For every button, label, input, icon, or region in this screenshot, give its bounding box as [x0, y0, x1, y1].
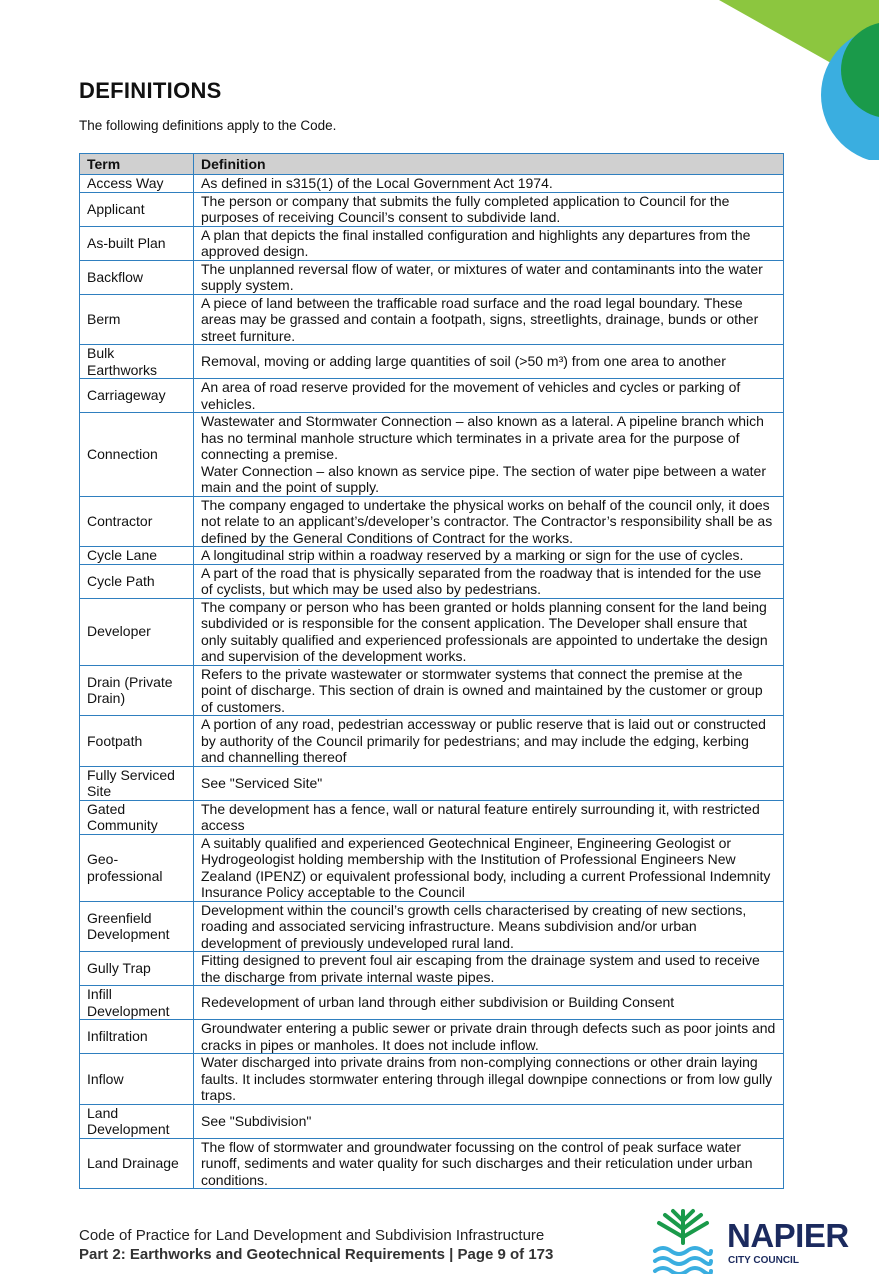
table-row	[80, 766, 784, 800]
table-row	[80, 598, 784, 665]
definition-paragraph: Water Connection – also known as service pipe. The section of water pipe between a water main and the point of supply.	[201, 462, 766, 495]
definition-cell: Development within the council’s growth cells characterised by creating of new sections, roading and associated servicing infrastructure. Means subdivision and/or urban development of previously undeveloped rural land.	[194, 901, 784, 952]
definition-cell: Groundwater entering a public sewer or private drain through defects such as poor joints and cracks in pipes or manholes. It does not include inflow.	[194, 1020, 784, 1054]
table-row	[80, 379, 784, 413]
definition-cell: A suitably qualified and experienced Geotechnical Engineer, Engineering Geologist or Hydrogeologist holding membership with the Institution of Professional Engineers New Zealand (IPENZ) or equivalent professional body, including a current Professional Indemnity Insurance Policy acceptable to the Council	[194, 834, 784, 901]
term-cell: Applicant	[80, 192, 194, 226]
definition-cell: A longitudinal strip within a roadway reserved by a marking or sign for the use of cycles.	[194, 547, 784, 565]
definition-cell	[194, 413, 784, 497]
term-cell: Inflow	[80, 1054, 194, 1105]
table-row	[80, 547, 784, 565]
table-row	[80, 175, 784, 193]
table-row	[80, 986, 784, 1020]
intro-text: The following definitions apply to the Code.	[79, 118, 337, 133]
table-row	[80, 952, 784, 986]
napier-city-council-logo	[651, 1207, 851, 1274]
definition-cell: The unplanned reversal flow of water, or mixtures of water and contaminants into the water supply system.	[194, 260, 784, 294]
table-row	[80, 345, 784, 379]
definition-cell: The development has a fence, wall or natural feature entirely surrounding it, with restricted access	[194, 800, 784, 834]
table-row	[80, 260, 784, 294]
definition-cell: The person or company that submits the fully completed application to Council for the purposes of receiving Council’s consent to subdivide land.	[194, 192, 784, 226]
footer-document-title: Code of Practice for Land Development and Subdivision Infrastructure	[79, 1227, 545, 1244]
table-row	[80, 1138, 784, 1189]
term-cell: Gated Community	[80, 800, 194, 834]
definition-paragraph: Wastewater and Stormwater Connection – also known as a lateral. A pipeline branch which has no terminal manhole structure which terminates in a private area for the purpose of connecting a premise.	[201, 413, 764, 462]
definition-cell: A portion of any road, pedestrian accessway or public reserve that is laid out or constructed by authority of the Council primarily for pedestrians; and may include the edging, kerbing and channelling thereof	[194, 716, 784, 767]
term-cell: Drain (Private Drain)	[80, 665, 194, 716]
definition-cell: Removal, moving or adding large quantities of soil (>50 m³) from one area to another	[194, 345, 784, 379]
definition-cell: Water discharged into private drains from non-complying connections or other drain laying faults. It includes stormwater entering through illegal downpipe connections or from low gully traps.	[194, 1054, 784, 1105]
definition-cell: The flow of stormwater and groundwater focussing on the control of peak surface water runoff, sediments and water quality for such discharges and their reticulation under urban conditions.	[194, 1138, 784, 1189]
table-row	[80, 901, 784, 952]
definition-cell: A plan that depicts the final installed configuration and highlights any departures from the approved design.	[194, 226, 784, 260]
footer-page-info: Part 2: Earthworks and Geotechnical Requirements | Page 9 of 173	[79, 1246, 554, 1263]
definition-cell: The company engaged to undertake the physical works on behalf of the council only, it does not relate to an applicant’s/developer’s contractor. The Contractor’s responsibility shall be as defined by the General Conditions of Contract for the works.	[194, 496, 784, 547]
column-header-term: Term	[80, 154, 194, 175]
table-row	[80, 564, 784, 598]
definition-cell: Refers to the private wastewater or stormwater systems that connect the premise at the point of discharge. This section of drain is owned and maintained by the customer or group of customers.	[194, 665, 784, 716]
definition-cell: A piece of land between the trafficable road surface and the road legal boundary. These areas may be grassed and contain a footpath, signs, streetlights, drainage, bunds or other street furniture.	[194, 294, 784, 345]
term-cell: Berm	[80, 294, 194, 345]
table-row	[80, 1020, 784, 1054]
page-title: DEFINITIONS	[79, 78, 222, 103]
definition-cell: Fitting designed to prevent foul air escaping from the drainage system and used to receive the discharge from private internal waste pipes.	[194, 952, 784, 986]
term-cell: As-built Plan	[80, 226, 194, 260]
term-cell: Greenfield Development	[80, 901, 194, 952]
logo-name: NAPIER	[727, 1217, 849, 1254]
definition-cell: Redevelopment of urban land through either subdivision or Building Consent	[194, 986, 784, 1020]
definition-cell: An area of road reserve provided for the movement of vehicles and cycles or parking of vehicles.	[194, 379, 784, 413]
corner-decoration	[699, 0, 879, 160]
term-cell: Carriageway	[80, 379, 194, 413]
term-cell: Developer	[80, 598, 194, 665]
table-row	[80, 1054, 784, 1105]
term-cell: Contractor	[80, 496, 194, 547]
term-cell: Footpath	[80, 716, 194, 767]
definition-cell: As defined in s315(1) of the Local Government Act 1974.	[194, 175, 784, 193]
table-row	[80, 834, 784, 901]
definition-cell: The company or person who has been granted or holds planning consent for the land being subdivided or is responsible for the consent application. The Developer shall ensure that only suitably qualified and experienced professionals are appointed to undertake the design and supervision of the development works.	[194, 598, 784, 665]
logo-subtitle: CITY COUNCIL	[728, 1255, 799, 1266]
table-row	[80, 226, 784, 260]
table-row	[80, 413, 784, 497]
table-row	[80, 716, 784, 767]
table-header-row	[80, 154, 784, 175]
term-cell: Land Drainage	[80, 1138, 194, 1189]
term-cell: Cycle Lane	[80, 547, 194, 565]
term-cell: Connection	[80, 413, 194, 497]
term-cell: Fully Serviced Site	[80, 766, 194, 800]
table-row	[80, 192, 784, 226]
table-row	[80, 496, 784, 547]
definitions-table	[79, 153, 784, 1189]
term-cell: Geo-professional	[80, 834, 194, 901]
term-cell: Access Way	[80, 175, 194, 193]
logo-mark-icon	[651, 1207, 715, 1274]
definition-cell: A part of the road that is physically separated from the roadway that is intended for the use of cyclists, but which may be used also by pedestrians.	[194, 564, 784, 598]
table-row	[80, 294, 784, 345]
term-cell: Infiltration	[80, 1020, 194, 1054]
column-header-definition: Definition	[194, 154, 784, 175]
table-row	[80, 665, 784, 716]
term-cell: Infill Development	[80, 986, 194, 1020]
term-cell: Backflow	[80, 260, 194, 294]
definition-cell: See "Serviced Site"	[194, 766, 784, 800]
term-cell: Bulk Earthworks	[80, 345, 194, 379]
term-cell: Land Development	[80, 1104, 194, 1138]
definition-cell: See "Subdivision"	[194, 1104, 784, 1138]
term-cell: Cycle Path	[80, 564, 194, 598]
table-row	[80, 800, 784, 834]
term-cell: Gully Trap	[80, 952, 194, 986]
page-footer	[79, 1226, 553, 1264]
table-row	[80, 1104, 784, 1138]
